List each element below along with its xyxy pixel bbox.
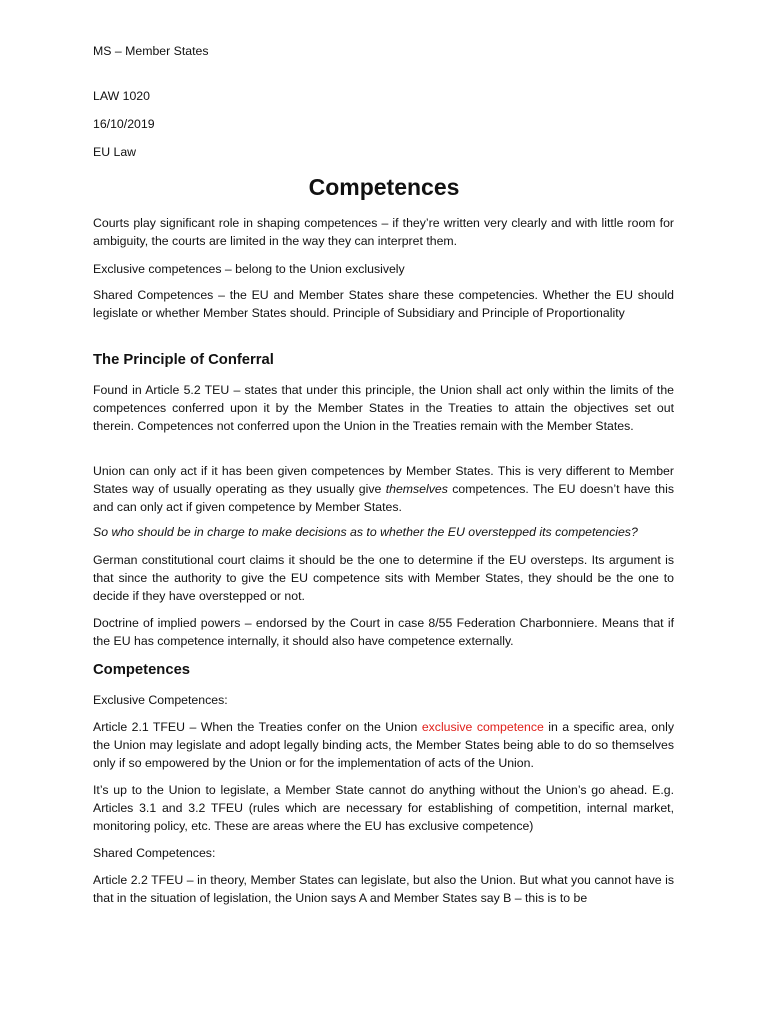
heading-conferral: The Principle of Conferral (93, 352, 274, 368)
paragraph-article-2-2: Article 2.2 TFEU – in theory, Member States can legislate, but also the Union. But what you cannot have is that in the situation of legislation, the Union says A and Member States say B – this is to be (93, 873, 674, 906)
paragraph-german-court: German constitutional court claims it should be the one to determine if the EU oversteps. Its argument is that since the authority to give the EU competence sits with Member States, they should be the one to decide if they have overstepped or not. (93, 553, 674, 604)
paragraph-union-legislate: It’s up to the Union to legislate, a Member State cannot do anything without the Union’s go ahead. E.g. Articles 3.1 and 3.2 TFEU (rules which are necessary for establishing of competition, internal market, monitoring policy, etc. These are areas where the EU has exclusive competence) (93, 783, 674, 834)
article-2-1-text-b: in a specific area, only the Union may legislate and adopt legally binding acts, the Member States being able to do so themselves only if so empowered by the Union or for the implementation of acts of the Union. (93, 720, 674, 771)
paragraph-shared: Shared Competences – the EU and Member States share these competencies. Whether the EU should legislate or whether Member States should. Principle of Subsidiary and Principle of Proportionality (93, 288, 674, 321)
union-act-text-b: competences. The EU doesn’t have this and can only act if given competence by Member States. (93, 482, 674, 515)
page-title: Competences (308, 174, 460, 200)
header-abbreviation: MS – Member States (93, 44, 209, 58)
article-2-1-text-a: Article 2.1 TFEU – When the Treaties confer on the Union (93, 720, 422, 734)
paragraph-union-act (93, 462, 674, 517)
paragraph-exclusive: Exclusive competences – belong to the Union exclusively (93, 262, 405, 276)
highlight-exclusive-competence: exclusive competence (421, 720, 544, 734)
paragraph-implied-powers: Doctrine of implied powers – endorsed by the Court in case 8/55 Federation Charbonniere. Means that if the EU has competence internally, it should also have competence externally. (93, 616, 674, 649)
label-exclusive-competences: Exclusive Competences: (93, 693, 228, 707)
paragraph-article-2-1 (93, 718, 674, 773)
label-shared-competences: Shared Competences: (93, 846, 216, 860)
subject-line: EU Law (93, 145, 137, 159)
paragraph-courts: Courts play significant role in shaping competences – if they’re written very clearly and with little room for ambiguity, the courts are limited in the way they can interpret them. (93, 216, 674, 249)
question-line: So who should be in charge to make decisions as to whether the EU overstepped its competencies? (93, 525, 638, 539)
heading-competences: Competences (93, 662, 191, 678)
union-act-text-a: Union can only act if it has been given competences by Member States. This is very different to Member States way of usually operating as they usually give (93, 464, 674, 497)
document-date: 16/10/2019 (93, 117, 155, 131)
paragraph-article-5-2: Found in Article 5.2 TEU – states that under this principle, the Union shall act only within the limits of the competences conferred upon it by the Member States in the Treaties to attain the objectives set out therein. Competences not conferred upon the Union in the Treaties remain with the Member States. (93, 383, 674, 434)
emphasis-themselves: themselves (385, 482, 448, 497)
course-code: LAW 1020 (93, 89, 150, 103)
